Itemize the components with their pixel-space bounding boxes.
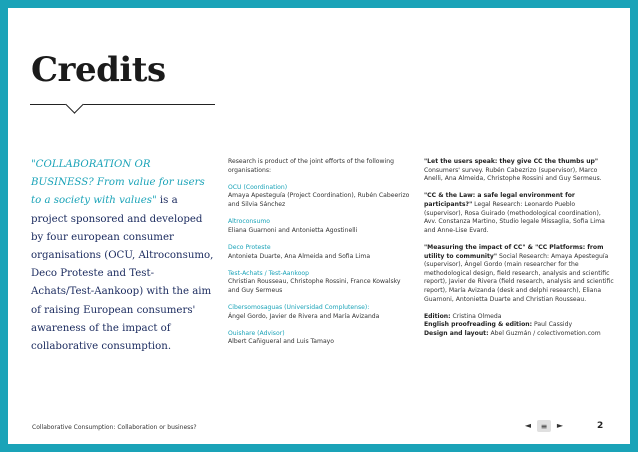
credit-value: Paul Cassidy: [532, 321, 573, 329]
research-item: [424, 158, 614, 184]
research-title: "CC & the Law: a safe legal environment for participants?": [424, 192, 575, 208]
org-name: Ouishare (Advisor): [228, 329, 285, 337]
org-block: [228, 304, 411, 321]
org-block: [228, 330, 411, 347]
research-title: "Let the users speak: they give CC the thumbs up": [424, 158, 599, 165]
title-rule-notch: [65, 95, 83, 113]
org-name: OCU (Coordination): [228, 183, 288, 191]
research-title: "Measuring the impact of CC" & "CC Platforms: from utility to community": [424, 243, 604, 260]
prev-page-icon[interactable]: ◄: [524, 421, 532, 430]
org-name: Deco Proteste: [228, 243, 271, 251]
credit-label: Edition:: [424, 312, 451, 320]
research-item: [424, 192, 614, 235]
edition-credits: [424, 313, 614, 339]
title-rule: [30, 104, 215, 105]
credit-value: Abel Guzmán / colectivometion.com: [488, 329, 601, 337]
org-block: [228, 270, 411, 296]
intro-text: is a project sponsored and developed by four european consumer organisations (OCU, Altroconsumo, Deco Proteste and Test-Achats/Test-Aankoop) with the aim of raising European consumers' awareness of the impact of collaborative consumption.: [31, 195, 214, 353]
org-name: Test-Achats / Test-Aankoop: [228, 269, 310, 277]
org-people: Eliana Guarnoni and Antonietta Agostinelli: [228, 226, 358, 234]
intro-highlight: "COLLABORATION OR BUSINESS? From value for users to a society with values": [31, 159, 205, 207]
org-people: Christian Rousseau, Christophe Rossini, France Kowalsky and Guy Sermeus: [228, 278, 401, 294]
next-page-icon[interactable]: ►: [556, 421, 564, 430]
intro-paragraph: [31, 156, 216, 356]
research-item: [424, 244, 614, 304]
menu-icon[interactable]: ≡: [537, 420, 551, 432]
credit-label: English proofreading & edition:: [424, 321, 533, 329]
org-name: Altroconsumo: [228, 218, 270, 226]
research-text: Legal Research: Leonardo Pueblo (supervisor), Rosa Guirado (methodological coordination), Avv. Constanza Martino, Studio legale Missaglia, Sofia Lima and Anne-Lise Evard.: [424, 200, 605, 234]
org-block: [228, 244, 411, 261]
org-people: Amaya Apesteguía (Project Coordination), Rubén Cabeerizo and Silvia Sánchez: [228, 192, 410, 208]
org-block: [228, 218, 411, 235]
org-people: Ángel Gordo, Javier de Rivera and María Avizanda: [228, 312, 380, 320]
page-title: Credits: [31, 50, 166, 90]
page-number: 2: [597, 421, 604, 431]
credit-label: Design and layout:: [424, 329, 489, 337]
organisations-column: [228, 158, 411, 356]
document-page: [8, 8, 630, 444]
footer-text: Collaborative Consumption: Collaboration or business?: [32, 424, 197, 431]
org-block: [228, 184, 411, 210]
organisations-lead: Research is product of the joint efforts of the following organisations:: [228, 158, 394, 174]
page-navigation: [523, 420, 565, 432]
research-text: Consumers' survey. Rubén Cabezrizo (supervisor), Marco Anelli, Ana Almeida, Christophe Rossini and Guy Sermeus.: [424, 166, 602, 183]
credit-value: Cristina Olmeda: [450, 312, 502, 320]
org-people: Albert Cañigueral and Luis Tamayo: [228, 338, 335, 346]
org-name: Cibersomosaguas (Universidad Complutense):: [228, 304, 370, 312]
research-text: Social Research: Amaya Apesteguía (supervisor), Ángel Gordo (main researcher for the methodological design, field research, analysis and scientific report), Javier de Rivera (field research, analysis and scientific report), María Avizanda (desk and delphi research), Eliana Guarnoni, Antonietta Duarte and Christian Rousseau.: [424, 252, 614, 303]
org-people: Antonieta Duarte, Ana Almeida and Sofia Lima: [228, 252, 371, 260]
research-credits-column: [424, 158, 614, 347]
